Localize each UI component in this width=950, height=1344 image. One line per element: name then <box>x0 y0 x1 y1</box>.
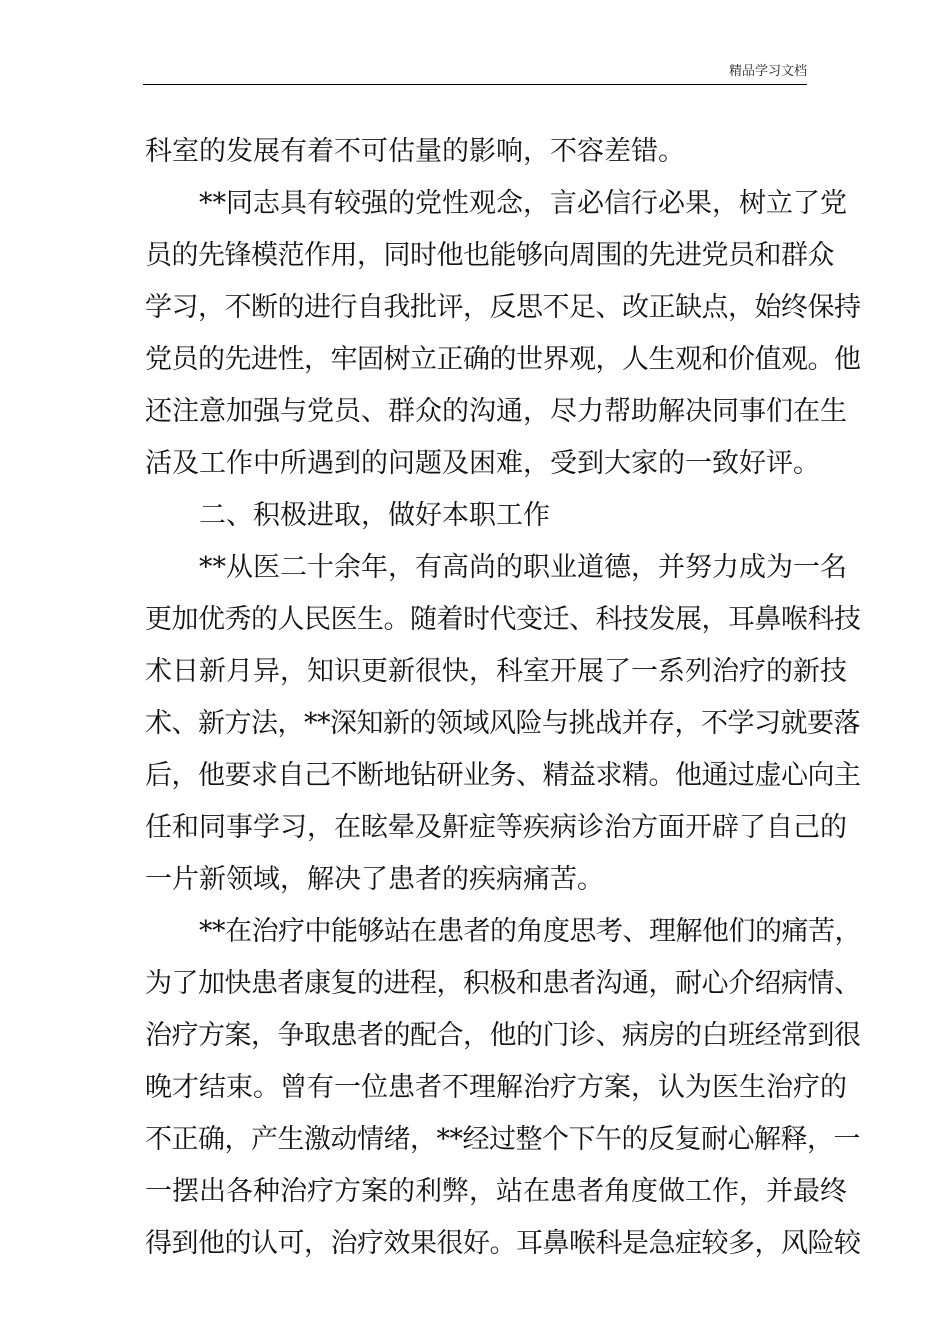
document-body <box>145 126 861 1270</box>
text-line: 不正确，产生激动情绪，**经过整个下午的反复耐心解释，一 <box>145 1124 860 1155</box>
text-line: 活及工作中所遇到的问题及困难，受到大家的一致好评。 <box>145 448 820 479</box>
text-line: 学习，不断的进行自我批评，反思不足、改正缺点，始终保持 <box>145 292 861 323</box>
document-header-label: 精品学习文档 <box>728 64 807 79</box>
text-line: 为了加快患者康复的进程，积极和患者沟通，耐心介绍病情、 <box>145 968 861 999</box>
paragraph-start-line: **同志具有较强的党性观念，言必信行必果，树立了党 <box>199 188 847 219</box>
text-line: 还注意加强与党员、群众的沟通，尽力帮助解决同事们在生 <box>145 396 847 427</box>
text-line: 后，他要求自己不断地钻研业务、精益求精。他通过虚心向主 <box>145 760 861 791</box>
paragraph-start-line: **从医二十余年，有高尚的职业道德，并努力成为一名 <box>199 552 847 583</box>
text-line: 党员的先进性，牢固树立正确的世界观，人生观和价值观。他 <box>145 344 861 375</box>
text-line: 一片新领域，解决了患者的疾病痛苦。 <box>145 864 604 895</box>
text-line: 科室的发展有着不可估量的影响，不容差错。 <box>145 136 685 167</box>
text-line: 员的先锋模范作用，同时他也能够向周围的先进党员和群众 <box>145 240 834 271</box>
text-line: 更加优秀的人民医生。随着时代变迁、科技发展，耳鼻喉科技 <box>145 604 861 635</box>
text-line: 得到他的认可，治疗效果很好。耳鼻喉科是急症较多，风险较 <box>145 1228 861 1259</box>
text-line: 术、新方法，**深知新的领域风险与挑战并存，不学习就要落 <box>145 708 860 739</box>
text-line: 治疗方案，争取患者的配合，他的门诊、病房的白班经常到很 <box>145 1020 861 1051</box>
text-line: 术日新月异，知识更新很快，科室开展了一系列治疗的新技 <box>145 656 847 687</box>
text-line: 任和同事学习，在眩晕及鼾症等疾病诊治方面开辟了自己的 <box>145 812 847 843</box>
section-heading: 二、积极进取，做好本职工作 <box>199 500 550 531</box>
text-line: 一摆出各种治疗方案的利弊，站在患者角度做工作，并最终 <box>145 1176 847 1207</box>
text-line: 晚才结束。曾有一位患者不理解治疗方案，认为医生治疗的 <box>145 1072 847 1103</box>
header-divider <box>143 84 807 85</box>
paragraph-start-line: **在治疗中能够站在患者的角度思考、理解他们的痛苦， <box>199 916 861 947</box>
